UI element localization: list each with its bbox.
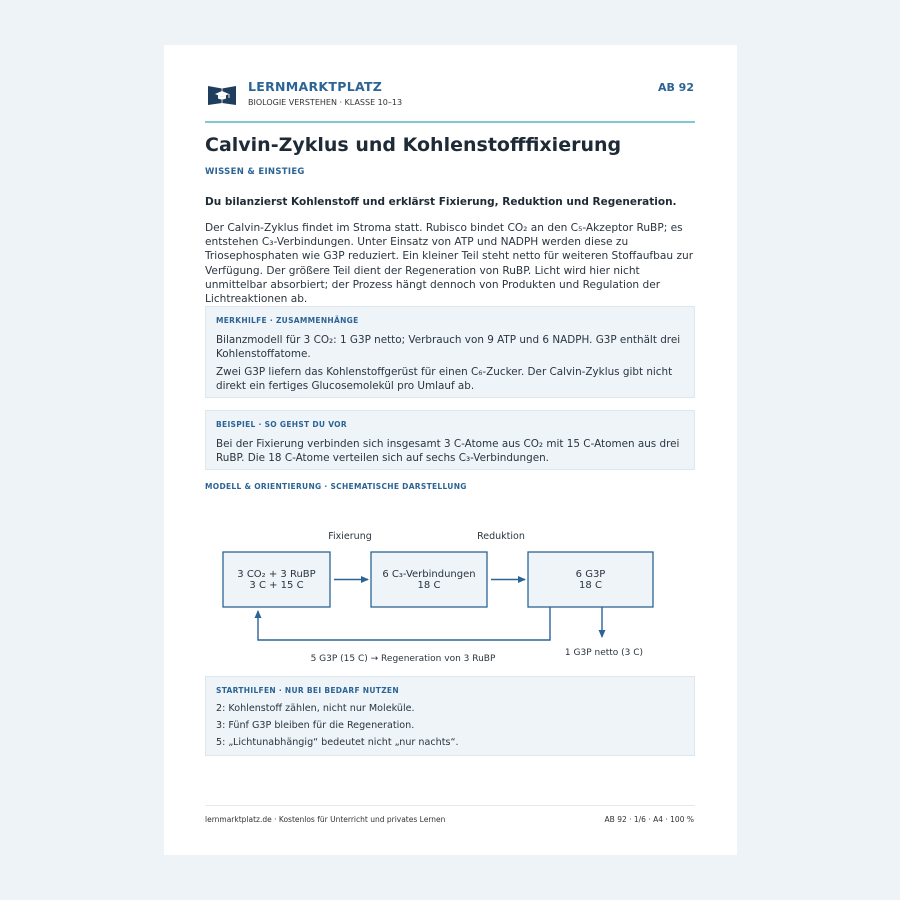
- diagram-section-label: MODELL & ORIENTIERUNG · SCHEMATISCHE DARSTELLUNG: [205, 482, 467, 491]
- footer-page-info: AB 92 · 1/6 · A4 · 100 %: [604, 815, 694, 824]
- brand-subtitle: BIOLOGIE VERSTEHEN · KLASSE 10–13: [248, 98, 403, 107]
- sheet-id: AB 92: [657, 81, 694, 94]
- merkhilfe-title: MERKHILFE · ZUSAMMENHÄNGE: [216, 316, 359, 325]
- footer-left-text: lernmarktplatz.de · Kostenlos für Unterricht und privates Lernen: [205, 815, 446, 824]
- starthilfen-title: STARTHILFEN · NUR BEI BEDARF NUTZEN: [216, 686, 399, 695]
- label-reduktion: Reduktion: [477, 531, 525, 542]
- hint-item: 2: Kohlenstoff zählen, nicht nur Moleküle.: [216, 703, 415, 714]
- lead-sentence: Du bilanzierst Kohlenstoff und erklärst Fixierung, Reduktion und Regeneration.: [205, 196, 677, 208]
- graduation-cap-book-icon: [207, 82, 237, 106]
- box1-line2: 3 C + 15 C: [249, 580, 304, 591]
- net-output-label: 1 G3P netto (3 C): [564, 648, 644, 658]
- box3-line1: 6 G3P: [575, 569, 606, 580]
- footer-divider: [205, 805, 695, 806]
- calvin-cycle-diagram: [164, 515, 737, 675]
- intro-paragraph: Der Calvin-Zyklus findet im Stroma statt. Rubisco bindet CO₂ an den C₅-Akzeptor RuBP; es entstehen C₃-Verbindungen. Unter Einsatz von ATP und NADPH werden diese zu Triosephosphaten wie G3P reduziert. Ein kleiner Teil steht netto für weiteren Stoffaufbau zur Verfügung. Der größere Teil dient der Regeneration von RuBP. Licht wird hier nicht unmittelbar absorbiert; der Prozess hängt dennoch von Produkten und Regulation der Lichtreaktionen ab.: [205, 222, 694, 306]
- hint-item: 5: „Lichtunabhängig“ bedeutet nicht „nur nachts“.: [216, 737, 459, 748]
- arrow-regeneration: [258, 607, 550, 640]
- section-kicker: WISSEN & EINSTIEG: [205, 167, 305, 177]
- beispiel-box: [205, 410, 695, 470]
- merkhilfe-paragraph-2: Zwei G3P liefern das Kohlenstoffgerüst für einen C₆-Zucker. Der Calvin-Zyklus gibt nicht direkt ein fertiges Glucosemolekül pro Umlauf ab.: [216, 366, 673, 393]
- brand-name: LERNMARKTPLATZ: [248, 79, 383, 94]
- box3-line2: 18 C: [579, 580, 602, 591]
- box2-line2: 18 C: [417, 580, 441, 591]
- merkhilfe-paragraph-1: Bilanzmodell für 3 CO₂: 1 G3P netto; Verbrauch von 9 ATP und 6 NADPH. G3P enthält drei Kohlenstoffatome.: [216, 334, 681, 361]
- box2-line1: 6 C₃-Verbindungen: [382, 569, 476, 580]
- starthilfen-box: [205, 676, 695, 756]
- worksheet-page: [164, 45, 737, 855]
- merkhilfe-box: [205, 306, 695, 398]
- beispiel-title: BEISPIEL · SO GEHST DU VOR: [216, 420, 347, 429]
- page-title: Calvin-Zyklus und Kohlenstofffixierung: [205, 134, 622, 156]
- regeneration-label: 5 G3P (15 C) → Regeneration von 3 RuBP: [310, 654, 496, 664]
- header-divider: [205, 121, 695, 123]
- label-fixierung: Fixierung: [328, 531, 372, 542]
- box1-line1: 3 CO₂ + 3 RuBP: [237, 569, 316, 580]
- hint-item: 3: Fünf G3P bleiben für die Regeneration.: [216, 720, 415, 731]
- beispiel-paragraph: Bei der Fixierung verbinden sich insgesamt 3 C-Atome aus CO₂ mit 15 C-Atomen aus drei RuBP. Die 18 C-Atome verteilen sich auf sechs C₃-Verbindungen.: [216, 438, 680, 465]
